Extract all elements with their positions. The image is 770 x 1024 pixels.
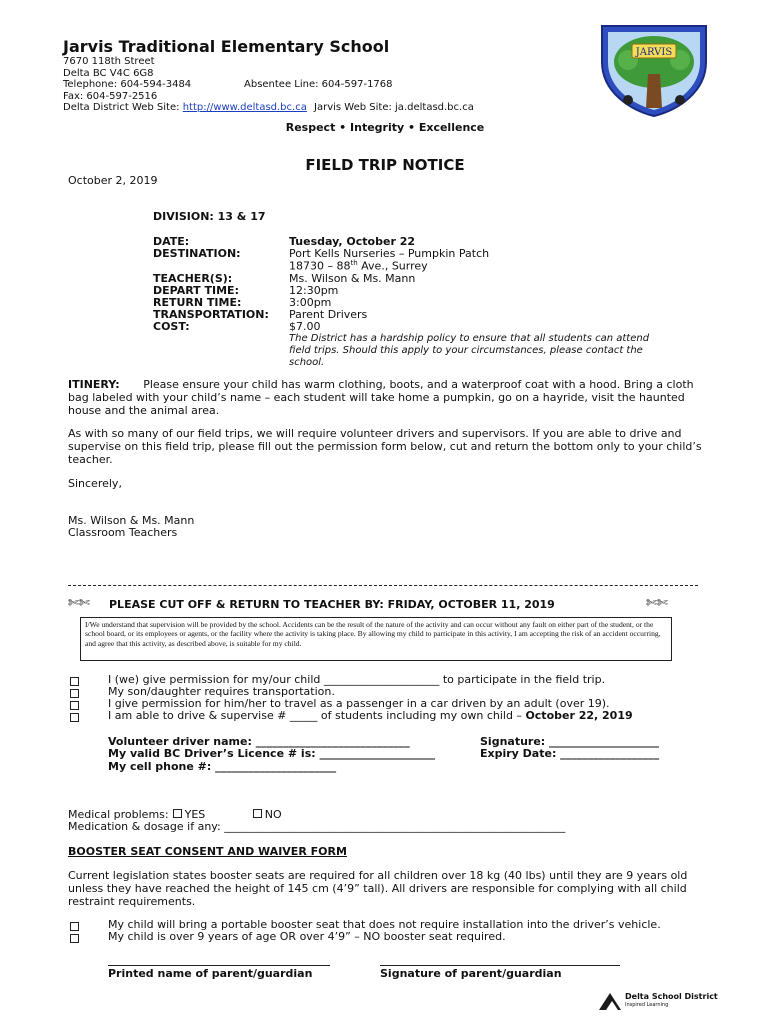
destination-label: DESTINATION: xyxy=(153,247,241,260)
school-motto: Respect • Integrity • Excellence xyxy=(285,121,485,134)
sincerely: Sincerely, xyxy=(68,477,122,490)
medical-no: NO xyxy=(264,808,282,821)
district-name: Delta School District xyxy=(625,992,718,1001)
booster-option-text-2: My child is over 9 years of age OR over 4’9” – NO booster seat required. xyxy=(108,930,506,943)
date-value: Tuesday, October 22 xyxy=(289,235,416,248)
scissors-icon-right: ✄✄ xyxy=(646,596,668,611)
checkbox-icon[interactable] xyxy=(253,809,262,818)
itinery-label: ITINERY: xyxy=(68,378,120,391)
cutoff-text: PLEASE CUT OFF & RETURN TO TEACHER BY: FRIDAY, OCTOBER 11, 2019 xyxy=(109,598,555,611)
delta-school-district-logo xyxy=(598,990,718,1012)
medication-field[interactable]: Medication & dosage if any: ______________________________________________________________ xyxy=(68,820,566,833)
checkbox-icon[interactable] xyxy=(70,713,79,722)
destination-line2-sup: th xyxy=(350,259,358,267)
school-crest-logo xyxy=(598,22,710,118)
fax: Fax: 604-597-2516 xyxy=(63,90,158,102)
medical-yes: YES xyxy=(184,808,206,821)
licence-field[interactable]: My valid BC Driver’s Licence # is: _____________________ xyxy=(108,747,435,760)
district-web-label: Delta District Web Site: xyxy=(63,102,183,113)
signoff-names: Ms. Wilson & Ms. Mann xyxy=(68,514,195,527)
permission-text-1: I (we) give permission for my/our child _____________________ to participate in the field trip. xyxy=(108,673,606,686)
parent-name-label: Printed name of parent/guardian xyxy=(108,967,313,980)
checkbox-icon[interactable] xyxy=(70,934,79,943)
info-cost-row xyxy=(153,320,321,333)
teacher-value: Ms. Wilson & Ms. Mann xyxy=(289,272,416,285)
permission-date: October 22, 2019 xyxy=(525,709,633,722)
school-name: Jarvis Traditional Elementary School xyxy=(63,37,390,56)
permission-text-4: I am able to drive & supervise # _____ of students including my own child – xyxy=(108,709,526,722)
destination-line2-post: Ave., Surrey xyxy=(357,259,428,273)
booster-option-text-1: My child will bring a portable booster seat that does not require installation into the driver’s vehicle. xyxy=(108,918,661,931)
permission-text-3: I give permission for him/her to travel as a passenger in a car driven by an adult (over 19). xyxy=(108,697,610,710)
school-address-block xyxy=(63,56,474,114)
checkbox-icon[interactable] xyxy=(70,922,79,931)
checkbox-icon[interactable] xyxy=(70,689,79,698)
volunteer-row-3 xyxy=(108,760,336,773)
signoff-role: Classroom Teachers xyxy=(68,526,178,539)
waiver-box: I/We understand that supervision will be provided by the school. Accidents can be the result of the nature of the activity and can occur without any fault on either part of the student, or the school board, or its employees or agents, or the facility where the activity is taking place. By allowing my child to participate in this activity, I am accepting the risk of an accident occurring, and agree that this activity, as described above, is suitable for my child. xyxy=(80,617,672,661)
transport-value: Parent Drivers xyxy=(289,308,368,321)
division: DIVISION: 13 & 17 xyxy=(153,210,266,223)
parent-signature-line[interactable] xyxy=(380,965,620,966)
absentee-line: Absentee Line: 604-597-1768 xyxy=(244,79,393,90)
checkbox-icon[interactable] xyxy=(70,677,79,686)
volunteer-row-2 xyxy=(108,747,660,760)
district-tagline: Inspired Learning xyxy=(625,1002,669,1008)
crest-text: JARVIS xyxy=(635,47,673,58)
district-web-link[interactable]: http://www.deltasd.bc.ca xyxy=(182,102,307,113)
checkbox-icon[interactable] xyxy=(70,701,79,710)
cost-value: $7.00 xyxy=(289,320,321,333)
cell-field[interactable]: My cell phone #: ______________________ xyxy=(108,760,337,773)
destination-line1: Port Kells Nurseries – Pumpkin Patch xyxy=(289,247,490,260)
driver-name-field[interactable]: Volunteer driver name: ____________________________ xyxy=(108,735,410,748)
depart-value: 12:30pm xyxy=(289,284,339,297)
return-label: RETURN TIME: xyxy=(153,296,242,309)
booster-heading: BOOSTER SEAT CONSENT AND WAIVER FORM xyxy=(68,845,347,858)
parent-signature-label: Signature of parent/guardian xyxy=(380,967,562,980)
booster-paragraph: Current legislation states booster seats are required for all children over 18 kg (40 lbs) until they are 9 years old unless they have reached the height of 145 cm (4’9” tall). All drivers are responsible for complying with all child restraint requirements. xyxy=(68,869,688,908)
telephone: Telephone: 604-594-3484 xyxy=(63,79,192,90)
parent-name-line[interactable] xyxy=(108,965,330,966)
destination-line2-pre: 18730 – 88 xyxy=(289,259,351,273)
expiry-field[interactable]: Expiry Date: __________________ xyxy=(480,747,660,760)
city: Delta BC V4C 6G8 xyxy=(63,67,154,79)
itinery-text: Please ensure your child has warm clothing, boots, and a waterproof coat with a hood. Bring a cloth bag labeled with your child’s name – each student will take home a pumpkin, go on a hayride, visit the haunted house and the animal area. xyxy=(68,378,694,417)
cut-line xyxy=(68,585,698,586)
permission-text-2: My son/daughter requires transportation. xyxy=(108,685,335,698)
jarvis-web: Jarvis Web Site: ja.deltasd.bc.ca xyxy=(314,102,474,113)
letter-date: October 2, 2019 xyxy=(68,174,158,187)
signature-field[interactable]: Signature: ____________________ xyxy=(480,735,660,748)
transport-label: TRANSPORTATION: xyxy=(153,308,269,321)
return-value: 3:00pm xyxy=(289,296,332,309)
medical-label: Medical problems: xyxy=(68,808,169,821)
page-title: FIELD TRIP NOTICE xyxy=(305,156,465,174)
mountain-icon xyxy=(598,991,622,1011)
info-destination-row xyxy=(153,247,490,260)
cost-label: COST: xyxy=(153,320,190,333)
street: 7670 118th Street xyxy=(63,56,155,67)
depart-label: DEPART TIME: xyxy=(153,284,239,297)
scissors-icon: ✄✄ xyxy=(68,596,90,611)
teacher-label: TEACHER(S): xyxy=(153,272,233,285)
volunteer-paragraph: As with so many of our field trips, we will require volunteer drivers and supervisors. If you are able to drive and supervise on this field trip, please fill out the permission form below, cut and return the bottom only to your child’s teacher. xyxy=(68,427,702,466)
date-label: DATE: xyxy=(153,235,190,248)
hardship-note: The District has a hardship policy to ensure that all students can attend field trips. Should this apply to your circumstances, please contact the school. xyxy=(289,333,650,368)
itinery-paragraph xyxy=(68,378,708,417)
checkbox-icon[interactable] xyxy=(173,809,182,818)
